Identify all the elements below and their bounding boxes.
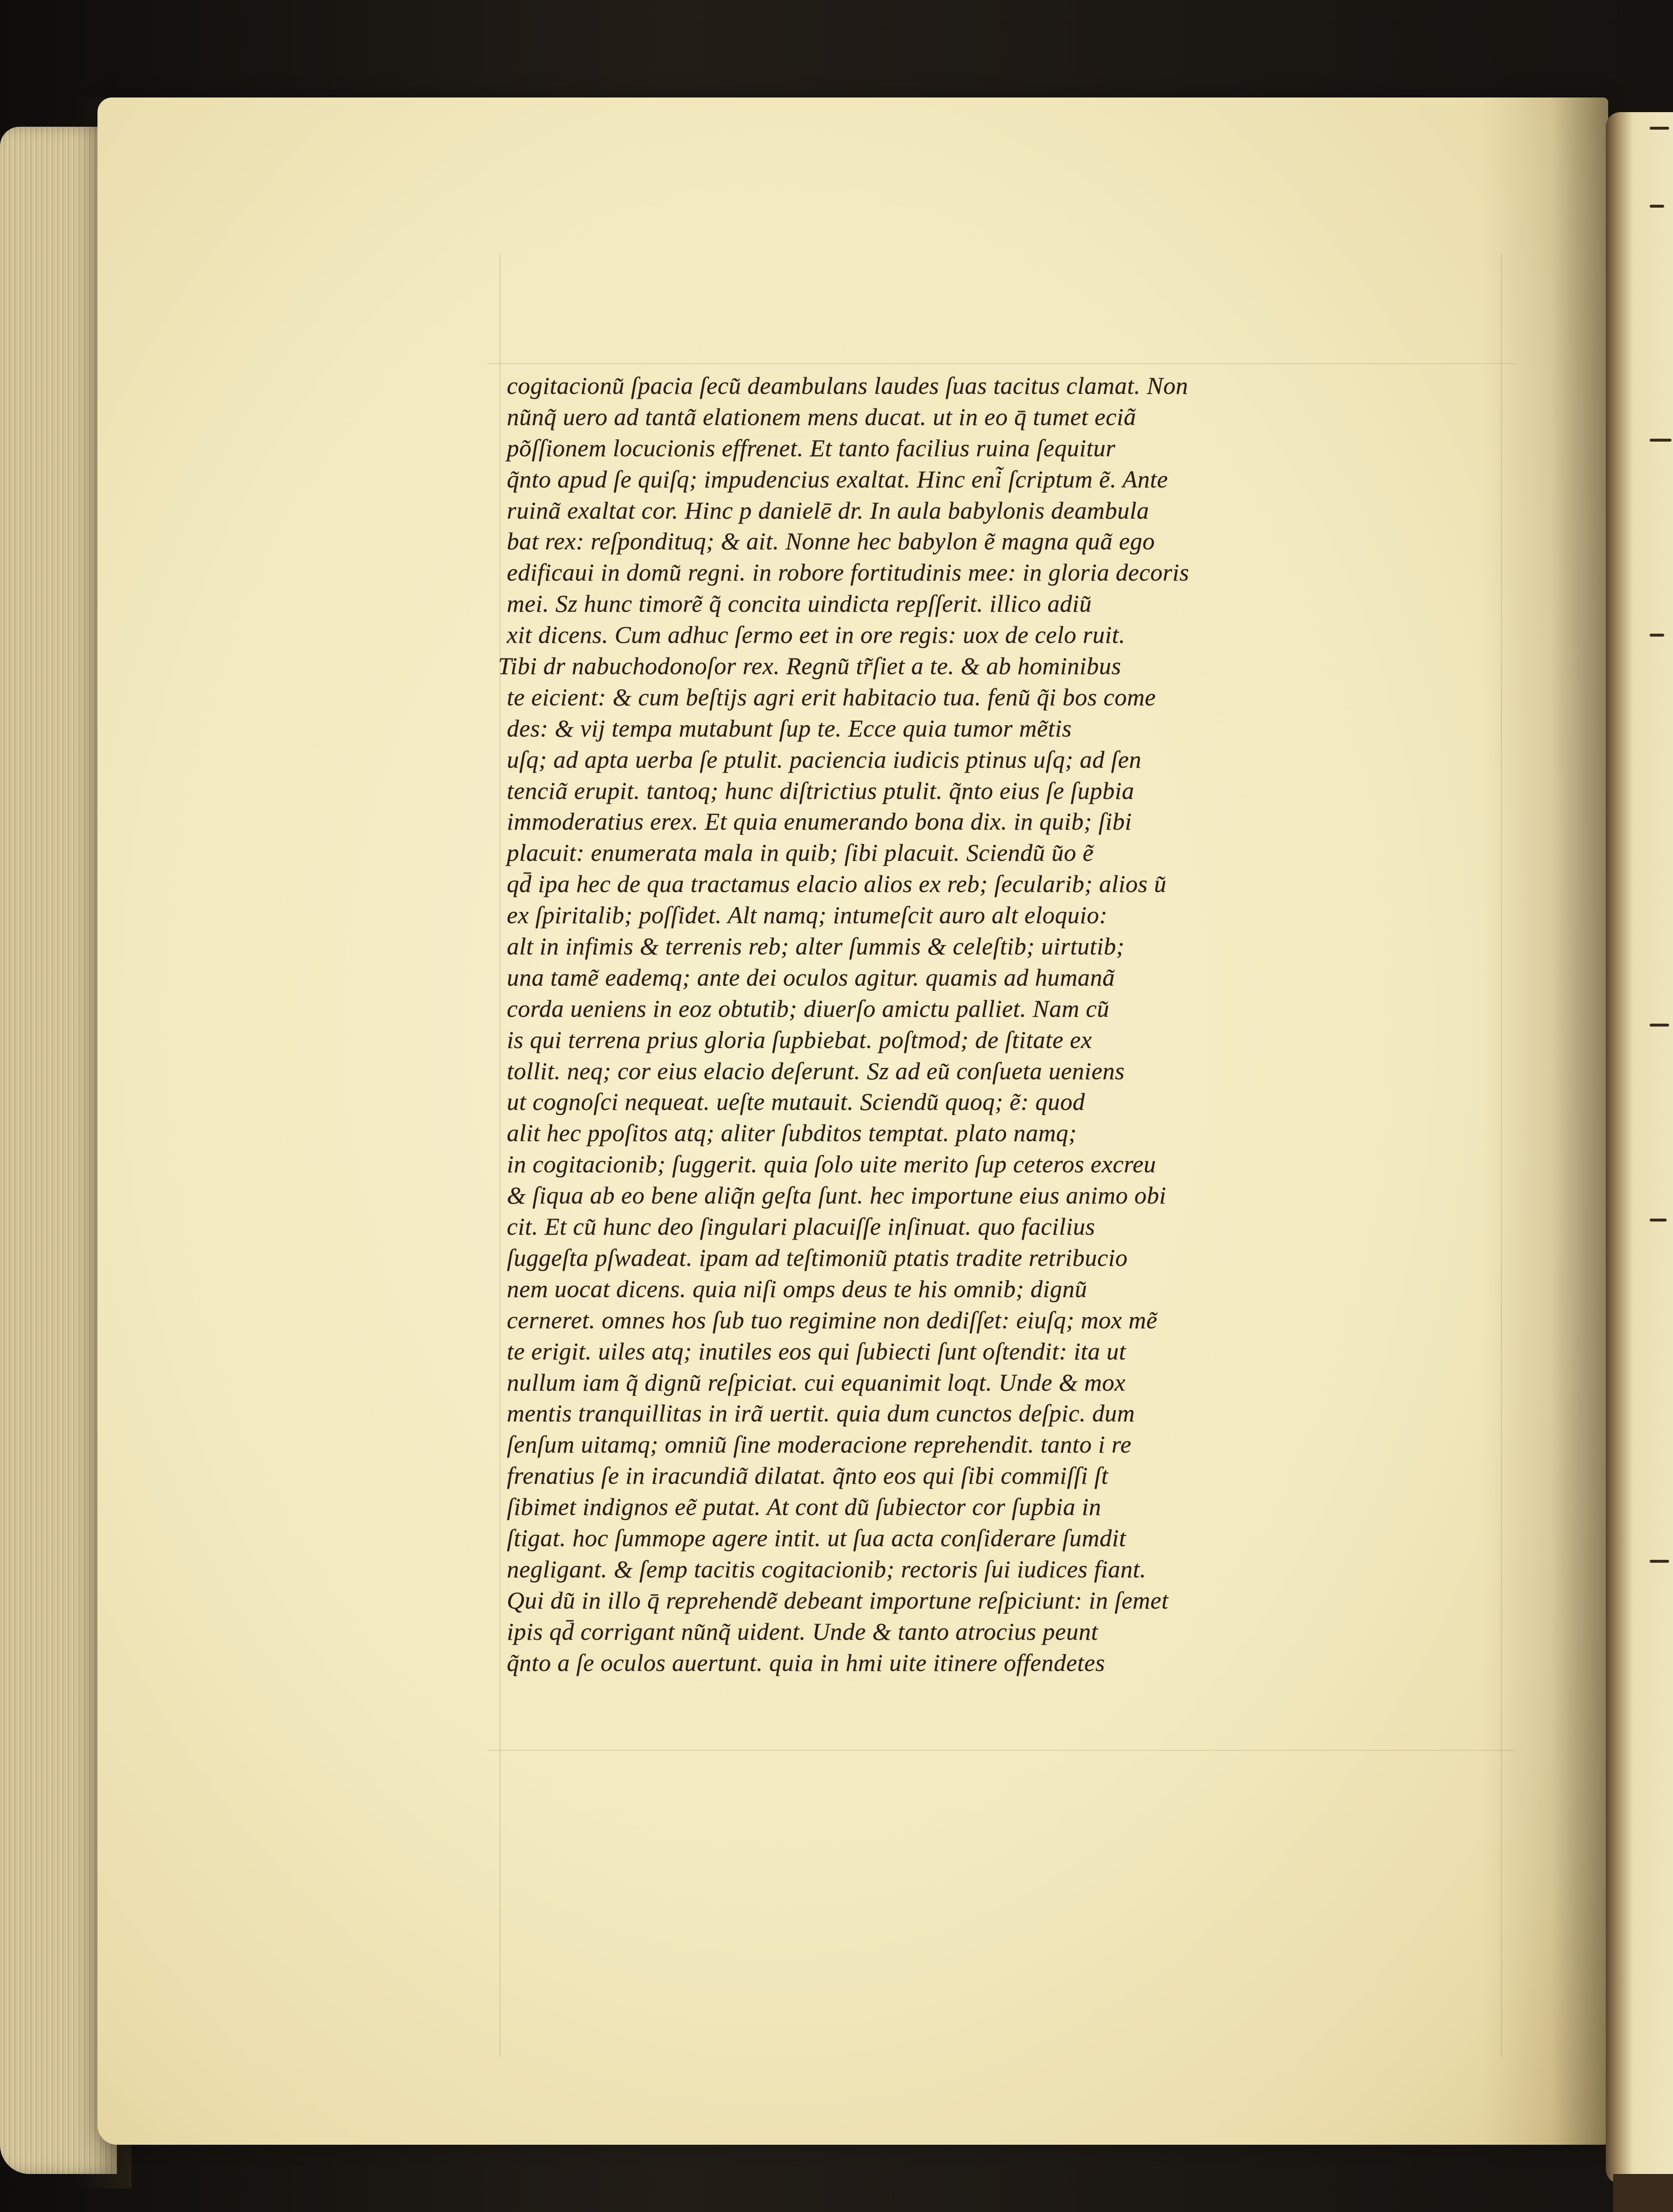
text-line: ruina͂ exaltat cor. Hinc p danielē dr. In aula babylonis deambula <box>507 496 1149 524</box>
text-line: una tame͂ eademq; ante dei oculos agitur. quamis ad humana͂ <box>507 963 1115 991</box>
recto-stroke <box>1650 439 1672 442</box>
text-line: des: & vij tempa mutabunt ſup te. Ecce quia tumor me͂tis <box>507 714 1072 742</box>
text-line <box>507 1678 1491 1709</box>
text-line: xit dicens. Cum adhuc ſermo eet in ore regis: uox de celo ruit. <box>507 621 1126 649</box>
text-line <box>507 1709 1491 1741</box>
text-line: Tibi dr nabuchodonoſor rex. Regnu͂ tr͂ſiet a te. & ab hominibus <box>498 652 1121 680</box>
text-line: cit. Et cu͂ hunc deo ſingulari placuiſſe inſinuat. quo facilius <box>507 1213 1096 1241</box>
text-line: in cogitacionib; ſuggerit. quia ſolo uite merito ſup ceteros excreu <box>507 1150 1156 1178</box>
text-line: is qui terrena prius gloria ſupbiebat. poſtmod; de ſtitate ex <box>507 1026 1092 1053</box>
text-line: qd̄ ipa hec de qua tractamus elacio alios ex reb; ſecularib; alios u͂ <box>507 870 1167 898</box>
text-line: q̃nto apud ſe quiſq; impudencius exaltat. Hinc eni͂ ſcriptum e͂. Ante <box>507 465 1168 493</box>
text-line: Qui du͂ in illo q̄ reprehende͂ debeant importune reſpiciunt: in ſemet <box>507 1586 1169 1614</box>
text-line: ſuggeſta pſwadeat. ipam ad teſtimoniu͂ ptatis tradite retribucio <box>507 1243 1128 1271</box>
text-line: ſenſum uitamq; omniu͂ ſine moderacione reprehendit. tanto i re <box>507 1431 1132 1458</box>
text-line: & ſiqua ab eo bene aliq̃n geſta ſunt. hec importune eius animo obi <box>507 1182 1167 1209</box>
text-line: cerneret. omnes hos ſub tuo regimine non dediſſet: eiuſq; mox me͂ <box>507 1306 1157 1334</box>
ruling-line-right <box>1501 253 1502 2057</box>
text-line: negligant. & ſemp tacitis cogitacionib; rectoris ſui iudices fiant. <box>507 1555 1147 1583</box>
text-line: alit hec ppoſitos atq; aliter ſubditos temptat. plato namq; <box>507 1119 1077 1147</box>
recto-stroke <box>1650 634 1664 637</box>
page-gutter-shadow <box>1481 97 1608 2145</box>
recto-stroke <box>1650 1560 1669 1563</box>
text-line: edificaui in domu͂ regni. in robore fortitudinis mee: in gloria decoris <box>507 559 1190 586</box>
text-line: po͂ſſionem locucionis effrenet. Et tanto facilius ruina ſequitur <box>507 434 1115 462</box>
text-line: tencia͂ erupit. tantoq; hunc diſtrictius ptulit. q̃nto eius ſe ſupbia <box>507 776 1135 804</box>
recto-page-edge <box>1606 112 1673 2184</box>
text-line: bat rex: reſpondituq; & ait. Nonne hec babylon e͂ magna qua͂ ego <box>507 527 1155 555</box>
ruling-line-top <box>487 363 1516 364</box>
text-line: mentis tranquillitas in ira͂ uertit. quia dum cunctos deſpic. dum <box>507 1399 1135 1427</box>
text-line: alt in infimis & terrenis reb; alter ſummis & celeſtib; uirtutib; <box>507 932 1125 960</box>
text-line: ipis qd̄ corrigant nu͂nq̃ uident. Unde & tanto atrocius peunt <box>507 1617 1098 1645</box>
recto-stroke <box>1650 205 1664 208</box>
text-line: ex ſpiritalib; poſſidet. Alt namq; intumeſcit auro alt eloquio: <box>507 901 1108 929</box>
text-line: nu͂nq̃ uero ad tanta͂ elationem mens ducat. ut in eo q̄ tumet eciã <box>507 403 1136 430</box>
text-line: te eicient: & cum beſtijs agri erit habitacio tua. fenu͂ q̃i bos come <box>507 683 1156 711</box>
recto-stroke <box>1650 1219 1667 1222</box>
text-line: ut cognoſci nequeat. ueſte mutauit. Sciendu͂ quoq; e͂: quod <box>507 1088 1085 1116</box>
text-line: nullum iam q͂ dignu͂ reſpiciat. cui equanimit loqt. Unde & mox <box>507 1368 1126 1396</box>
recto-stroke <box>1650 1024 1669 1027</box>
text-line: uſq; ad apta uerba ſe ptulit. paciencia iudicis ptinus uſq; ad ſen <box>507 745 1142 773</box>
manuscript-text-column <box>498 370 1491 1740</box>
book-cover-corner <box>1613 2174 1673 2212</box>
ruling-line-bottom <box>487 1750 1516 1751</box>
text-line: tollit. neq; cor eius elacio deſerunt. Sz ad eu͂ conſueta ueniens <box>507 1057 1125 1085</box>
text-line: ſtigat. hoc ſummope agere intit. ut ſua acta conſiderare ſumdit <box>507 1524 1126 1552</box>
recto-stroke <box>1650 127 1669 130</box>
text-line: immoderatius erex. Et quia enumerando bona dix. in quib; ſibi <box>507 808 1132 835</box>
text-line: corda ueniens in eoz obtutib; diuerſo amictu palliet. Nam cu͂ <box>507 994 1110 1022</box>
text-line: q̃nto a ſe oculos auertunt. quia in hmi uite itinere offendetes <box>507 1649 1105 1676</box>
text-line: cogitacionu͂ ſpacia ſecu͂ deambulans laudes ſuas tacitus clamat. Non <box>507 372 1189 399</box>
text-line: frenatius ſe in iracundia͂ dilatat. q̃nto eos qui ſibi commiſſi ſt <box>507 1462 1109 1490</box>
text-line: te erigit. uiles atq; inutiles eos qui ſubiecti ſunt oſtendit: ita ut <box>507 1337 1126 1365</box>
text-line: mei. Sz hunc timore͂ q͂ concita uindicta repſſerit. illico adiu͂ <box>507 590 1092 618</box>
text-line: placuit: enumerata mala in quib; ſibi placuit. Sciendu͂ u͂o e͂ <box>507 839 1094 867</box>
text-line: ſibimet indignos ee͂ putat. At cont du͂ ſubiector cor ſupbia in <box>507 1493 1101 1521</box>
text-line: nem uocat dicens. quia niſi omps deus te his omnib; dignu͂ <box>507 1275 1087 1302</box>
